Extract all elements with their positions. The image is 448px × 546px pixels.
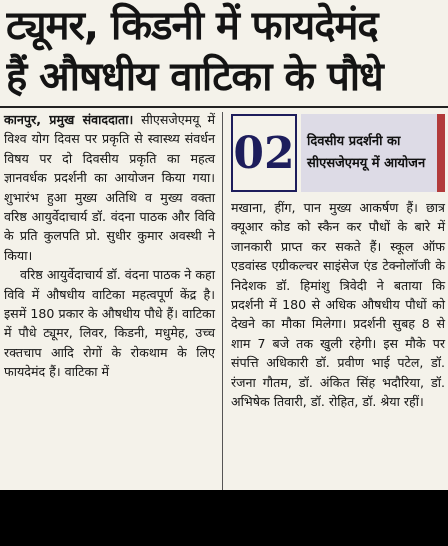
headline-line-2: हैं औषधीय वाटिका के पौधे	[6, 54, 383, 100]
column-divider	[222, 112, 223, 490]
subhead-line-2: सीएसजेएमयू में आयोजन	[307, 156, 426, 171]
article-column-right	[231, 198, 445, 411]
paragraph-2: वरिष्ठ आयुर्वेदाचार्य डॉ. वंदना पाठक ने कहा विवि में औषधीय वाटिका महत्वपूर्ण केंद्र है। इसमें 180 प्रकार के औषधीय पौधे हैं। वाटिका में पौधे ट्यूमर, लिवर, किडनी, मधुमेह, उच्च रक्तचाप आदि रोगों के रोकथाम के लिए फायदेमंद हैं। वाटिका में	[4, 267, 215, 380]
headline-rule	[0, 106, 448, 108]
subhead-number: 02	[231, 114, 297, 192]
subhead-line-1: दिवसीय प्रदर्शनी का	[307, 134, 401, 149]
subhead-box	[231, 114, 445, 192]
dateline: कानपुर, प्रमुख संवाददाता।	[4, 112, 134, 127]
paragraph-1: सीएसजेएमयू में विश्व योग दिवस पर प्रकृति से स्वास्थ्य संवर्धन विषय पर दो दिवसीय प्रकृति का महत्व ज्ञानवर्धक प्रदर्शनी का आयोजन किया गया। शुभारंभ हुआ मुख्य अतिथि व मुख्य वक्ता वरिष्ठ आयुर्वेदाचार्य डॉ. वंदना पाठक और विवि के प्रति कुलपति प्रो. सुधीर कुमार अवस्थी ने किया।	[4, 112, 215, 263]
headline-line-1: ट्यूमर, किडनी में फायदेमंद	[6, 3, 378, 49]
article-lead	[4, 110, 215, 265]
article-column-left	[4, 110, 215, 382]
paragraph-3: मखाना, हींग, पान मुख्य आकर्षण हैं। छात्र क्यूआर कोड को स्कैन कर पौधों के बारे में जानकारी प्राप्त कर सकते हैं। स्कूल ऑफ एडवांस्ड एग्रीकल्चर साइंसेज एंड टेक्नोलॉजी के निदेशक डॉ. हिमांशु त्रिवेदी ने बताया कि प्रदर्शनी में 180 से अधिक औषधीय पौधों को देखने का मौका मिलेगा। प्रदर्शनी सुबह 8 से शाम 7 बजे तक खुली रहेगी। इस मौके पर संपत्ति अधिकारी डॉ. प्रवीण भाई पटेल, डॉ. रंजना गौतम, डॉ. अंकित सिंह भदौरिया, डॉ. अभिषेक तिवारी, डॉ. रोहित, डॉ. श्रेया रहीं।	[231, 200, 445, 410]
subhead-text	[301, 114, 445, 192]
